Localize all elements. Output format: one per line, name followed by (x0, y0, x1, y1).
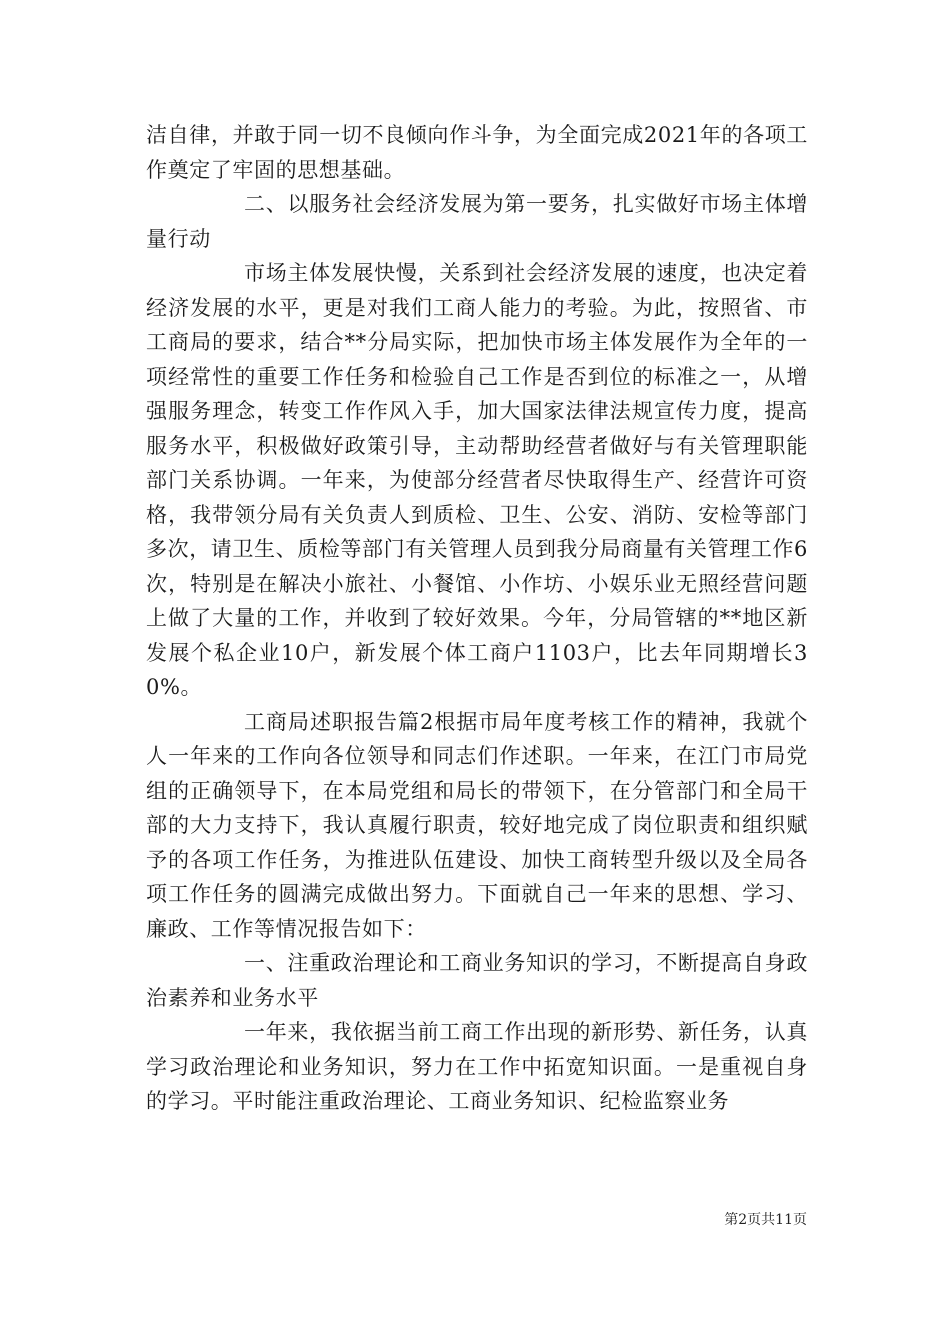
section-heading-two: 二、以服务社会经济发展为第一要务，扎实做好市场主体增量行动 (146, 192, 808, 251)
paragraph-market-development: 市场主体发展快慢，关系到社会经济发展的速度，也决定着经济发展的水平，更是对我们工商人能力的考验。为此，按照省、市工商局的要求，结合**分局实际，把加快市场主体发展作为全年的一项经常性的重要工作任务和检验自己工作是否到位的标准之一，从增强服务理念，转变工作作风入手，加大国家法律法规宣传力度，提高服务水平，积极做好政策引导，主动帮助经营者做好与有关管理职能部门关系协调。一年来，为使部分经营者尽快取得生产、经营许可资格，我带领分局有关负责人到质检、卫生、公安、消防、安检等部门多次，请卫生、质检等部门有关管理人员到我分局商量有关管理工作6次，特别是在解决小旅社、小餐馆、小作坊、小娱乐业无照经营问题上做了大量的工作，并收到了较好效果。今年，分局管辖的**地区新发展个私企业10户，新发展个体工商户1103户，比去年同期增长30%。 (146, 261, 808, 699)
page-footer (0, 1209, 950, 1229)
paragraph-continuation: 洁自律，并敢于同一切不良倾向作斗争，为全面完成2021年的各项工作奠定了牢固的思想基础。 (146, 123, 808, 182)
section-heading-one: 一、注重政治理论和工商业务知识的学习，不断提高自身政治素养和业务水平 (146, 951, 808, 1010)
document-page (146, 118, 808, 1119)
page-number: 第2页共11页 (724, 1212, 807, 1228)
paragraph-study: 一年来，我依据当前工商工作出现的新形势、新任务，认真学习政治理论和业务知识，努力在工作中拓宽知识面。一是重视自身的学习。平时能注重政治理论、工商业务知识、纪检监察业务 (146, 1020, 808, 1113)
paragraph-report-intro: 工商局述职报告篇2根据市局年度考核工作的精神，我就个人一年来的工作向各位领导和同志们作述职。一年来，在江门市局党组的正确领导下，在本局党组和局长的带领下，在分管部门和全局干部的大力支持下，我认真履行职责，较好地完成了岗位职责和组织赋予的各项工作任务，为推进队伍建设、加快工商转型升级以及全局各项工作任务的圆满完成做出努力。下面就自己一年来的思想、学习、廉政、工作等情况报告如下： (146, 709, 808, 941)
